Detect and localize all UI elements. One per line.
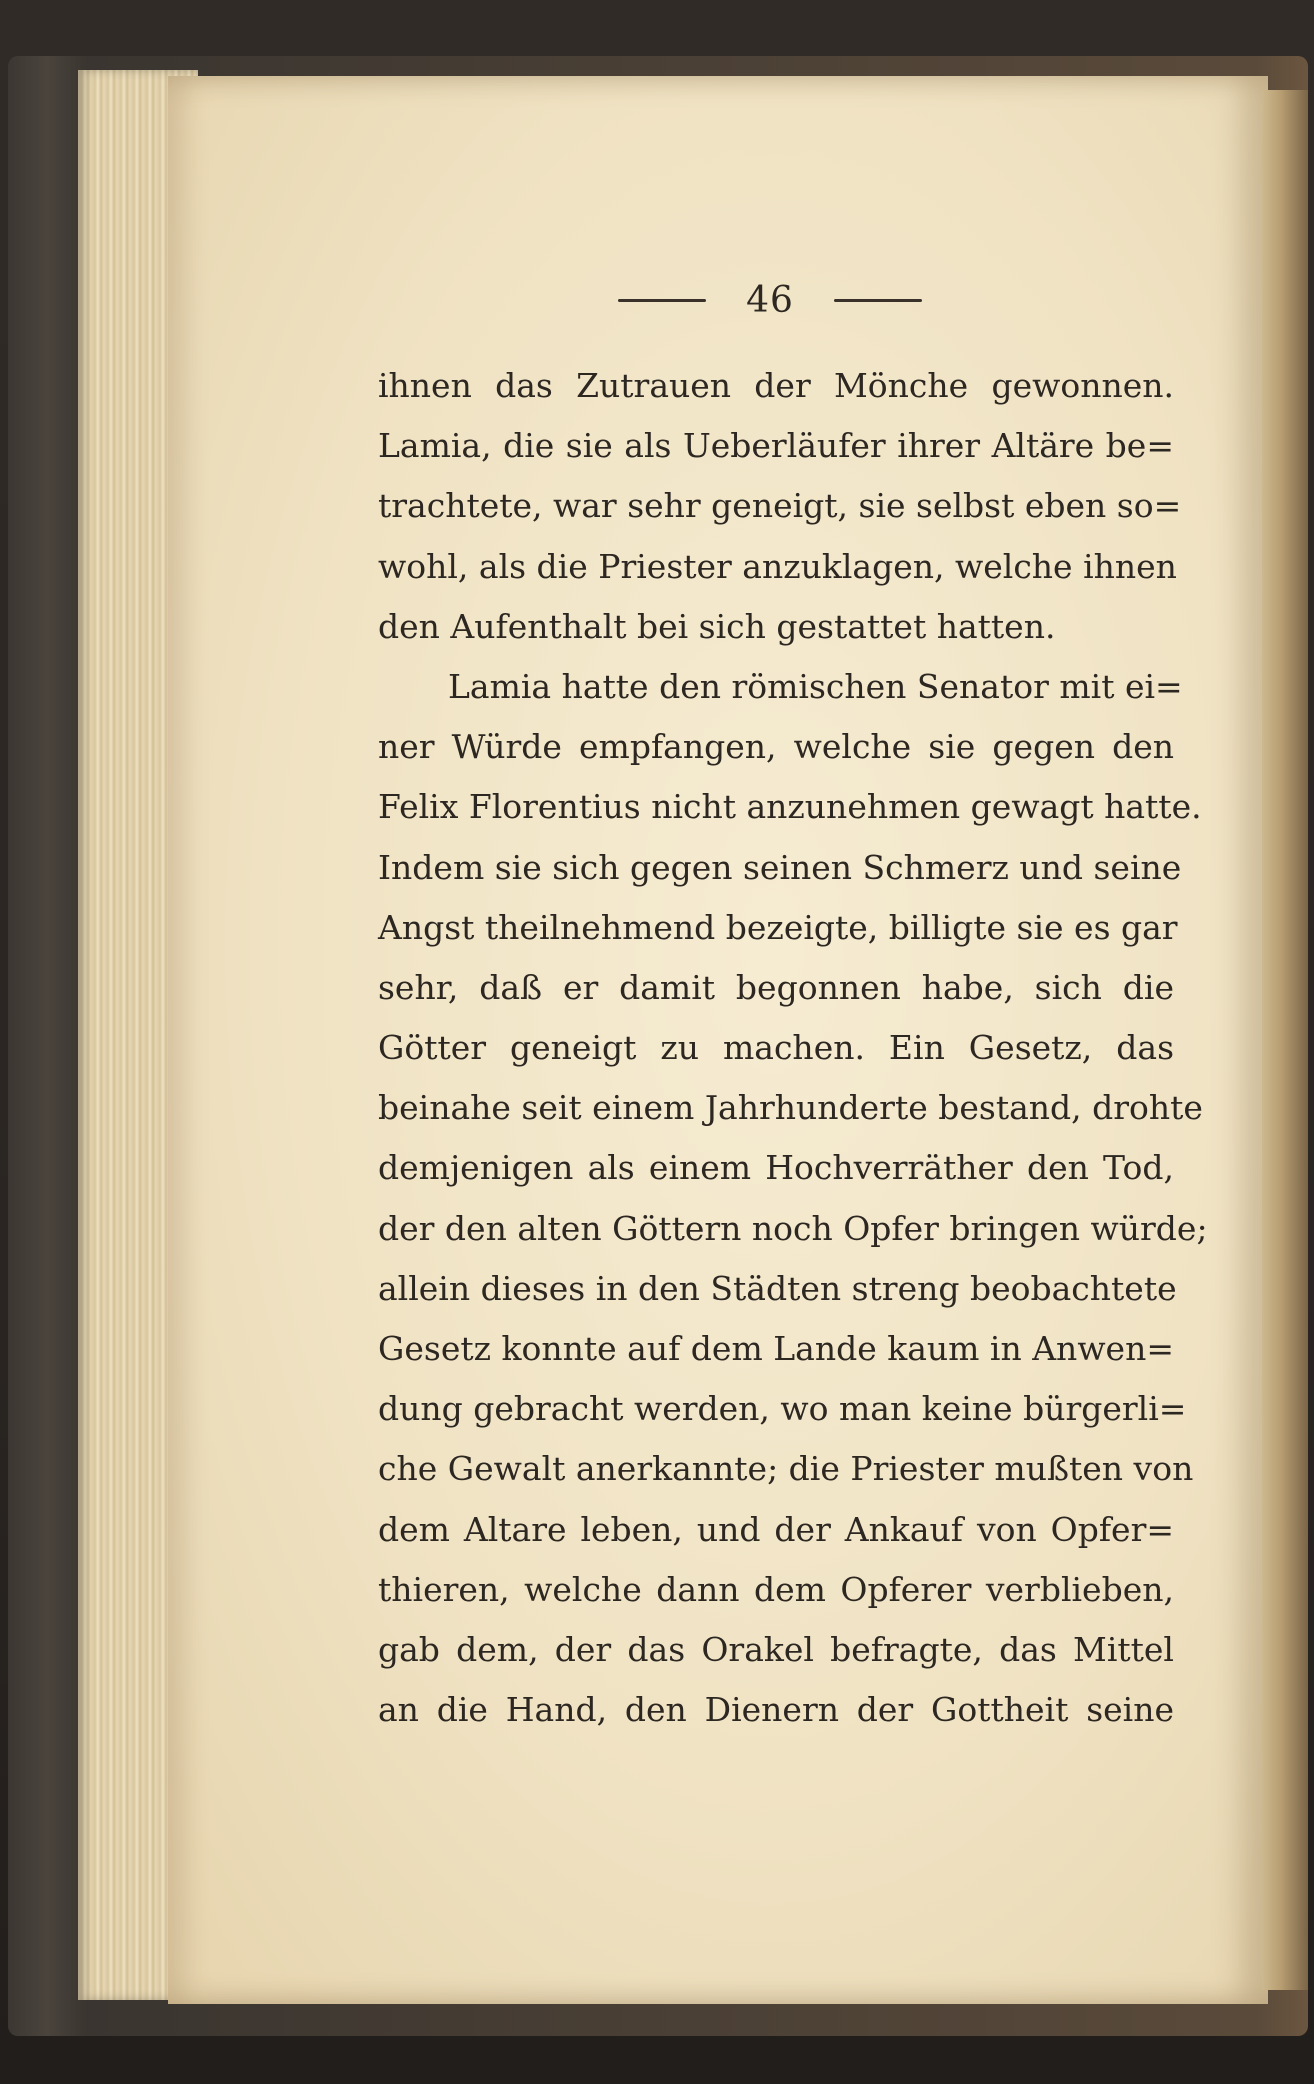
text-line: ihnen das Zutrauen der Mönche gewonnen. bbox=[378, 366, 1174, 405]
page-number: 46 bbox=[746, 279, 794, 321]
text-line: thieren, welche dann dem Opferer verblieben, bbox=[378, 1569, 1174, 1609]
header-dash-right bbox=[834, 299, 922, 302]
text-line: Götter geneigt zu machen. Ein Gesetz, das bbox=[378, 1028, 1174, 1068]
text-line: gab dem, der das Orakel befragte, das Mittel bbox=[378, 1629, 1174, 1669]
text-line: der den alten Göttern noch Opfer bringen würde; bbox=[378, 1208, 1208, 1248]
text-line: Felix Florentius nicht anzunehmen gewagt hatte. bbox=[378, 787, 1202, 827]
body-text bbox=[378, 356, 1208, 1740]
text-line: demjenigen als einem Hochverräther den Tod, bbox=[378, 1148, 1174, 1188]
text-line: dung gebracht werden, wo man keine bürgerli= bbox=[378, 1389, 1187, 1429]
text-line: allein dieses in den Städten streng beobachtete bbox=[378, 1268, 1177, 1308]
text-line: trachtete, war sehr geneigt, sie selbst eben so= bbox=[378, 486, 1182, 526]
text-line: sehr, daß er damit begonnen habe, sich die bbox=[378, 967, 1174, 1007]
text-line: che Gewalt anerkannte; die Priester mußten von bbox=[378, 1449, 1194, 1489]
text-line: wohl, als die Priester anzuklagen, welche ihnen bbox=[378, 546, 1177, 586]
text-line: dem Altare leben, und der Ankauf von Opfer= bbox=[378, 1509, 1174, 1549]
page-gutter-edge bbox=[1262, 90, 1308, 1990]
text-line: ner Würde empfangen, welche sie gegen den bbox=[378, 727, 1174, 767]
text-line: Indem sie sich gegen seinen Schmerz und seine bbox=[378, 847, 1182, 887]
text-line: Lamia, die sie als Ueberläufer ihrer Altäre be= bbox=[378, 426, 1174, 466]
text-line: Gesetz konnte auf dem Lande kaum in Anwen= bbox=[378, 1329, 1174, 1368]
text-line: Lamia hatte den römischen Senator mit ei= bbox=[448, 666, 1183, 706]
page-header bbox=[600, 270, 940, 330]
text-line: beinahe seit einem Jahrhunderte bestand, drohte bbox=[378, 1088, 1203, 1128]
header-dash-left bbox=[618, 299, 706, 302]
text-line: den Aufenthalt bei sich gestattet hatten. bbox=[378, 606, 1056, 646]
text-line: an die Hand, den Dienern der Gottheit seine bbox=[378, 1690, 1174, 1730]
text-line: Angst theilnehmend bezeigte, billigte sie es gar bbox=[378, 907, 1178, 947]
